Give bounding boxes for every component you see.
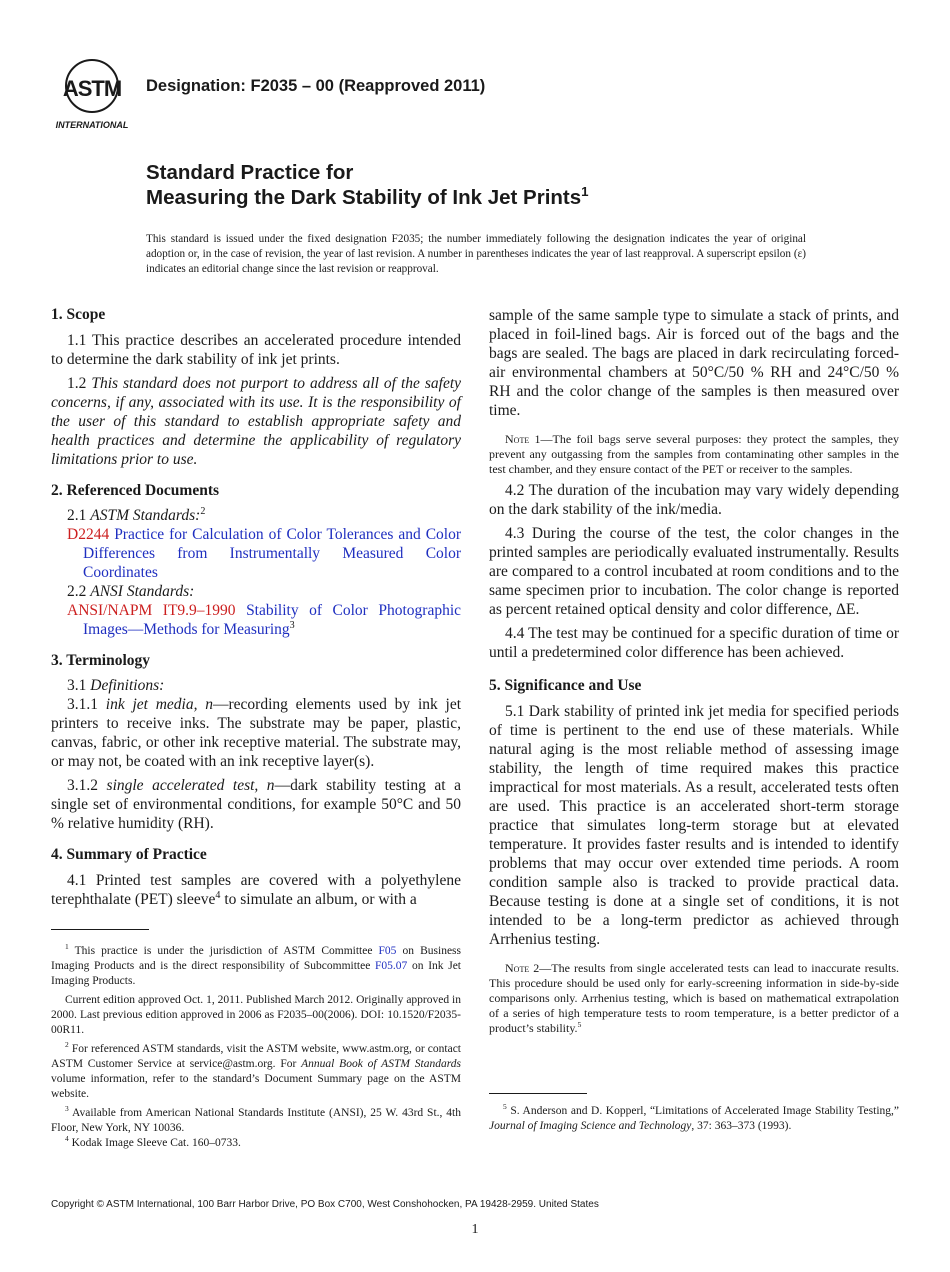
para-2-2: 2.2 ANSI Standards: (67, 583, 195, 600)
copyright: Copyright © ASTM International, 100 Barr Harbor Drive, PO Box C700, West Conshohocken, PA 19428-2959. United States (51, 1199, 599, 1210)
section-1-heading: 1. Scope (51, 306, 106, 323)
right-column (489, 306, 899, 1036)
title-sup: 1 (581, 184, 589, 200)
astm-logo (50, 58, 134, 132)
ref-ansi-code[interactable]: ANSI/NAPM IT9.9–1990 (67, 602, 236, 619)
footnotes-left (51, 944, 461, 1151)
page-title (146, 160, 589, 210)
link-f05[interactable]: F05 (378, 945, 397, 957)
designation: Designation: F2035 – 00 (Reapproved 2011) (146, 77, 486, 95)
section-3-heading: 3. Terminology (51, 652, 151, 669)
para-4-2: 4.2 The duration of the incubation may vary widely depending on the dark stability of the ink/media. (489, 482, 899, 518)
para-4-3: 4.3 During the course of the test, the color changes in the printed samples are periodically evaluated instrumentally. Results are compared to a control incubated at room conditions and to the same specimen prior to incubation. The color change is reported as percent retained optical density and color difference, ΔE. (489, 525, 899, 618)
ref-d2244[interactable] (51, 525, 461, 582)
title-text: Measuring the Dark Stability of Ink Jet Prints (146, 186, 582, 209)
para-5-1: 5.1 Dark stability of printed ink jet media for specified periods of time is pertinent to the end use of these materials. While natural aging is the most reliable method of assessing image stability, the length of time required makes this practice impractical for most materials. As a result, accelerated tests often are used. This practice is an accelerated short-term storage practice that simulates long-term storage but at elevated temperature. It provides faster results and is intended to identify problems that may occur over extended time periods. A room condition sample also is tracked to provide practical data. Because testing is done at a single set of conditions, it is not intended to be a long-term predictor as achieved through Arrhenius testing. (489, 703, 899, 948)
ref-ansi[interactable]: ANSI/NAPM IT9.9–1990 Stability of Color Photographic Images—Methods for Measuring$^3$ (67, 602, 462, 638)
section-2-heading: 2. Referenced Documents (51, 482, 220, 499)
astm-logo-icon (50, 58, 134, 132)
logo-subtext: INTERNATIONAL (55, 120, 129, 130)
para-1-2: 1.2 This standard does not purport to address all of the safety concerns, if any, associated with its use. It is the responsibility of the user of this standard to establish appropriate safety and health practices and determine the applicability of regulatory limitations prior to use. (51, 375, 462, 468)
footnote-5: $^5$ S. Anderson and D. Kopperl, “Limitations of Accelerated Image Stability Testing,” Journal of Imaging Science and Technology, 37: 363–373 (1993). (489, 1102, 900, 1132)
title-line-1: Standard Practice for (146, 161, 354, 184)
footnote-3: $^3$ Available from American National Standards Institute (ANSI), 25 W. 43rd St., 4th Floor, New York, NY 10036. (51, 1104, 461, 1134)
footnote-1: $^1$ This practice is under the jurisdiction of ASTM Committee F05 on Business Imaging Products and is the direct responsibility of Subcommittee F05.07 on Ink Jet Imaging Products. (51, 942, 462, 987)
section-4-heading: 4. Summary of Practice (51, 846, 207, 863)
link-f0507[interactable]: F05.07 (375, 960, 408, 972)
para-3-1-1: 3.1.1 ink jet media, n—recording elements used by ink jet printers to receive inks. The substrate may be paper, plastic, canvas, fabric, or other ink receptive material. The substrate may, or may not, be coated with an ink receptive layer(s). (51, 696, 462, 770)
footnote-4: $^4$ Kodak Image Sleeve Cat. 160–0733. (65, 1134, 241, 1149)
para-1-1: 1.1 This practice describes an accelerated procedure intended to determine the dark stability of ink jet prints. (51, 332, 461, 368)
page-number: 1 (471, 1222, 479, 1237)
preamble: This standard is issued under the fixed designation F2035; the number immediately following the designation indicates the year of original adoption or, in the case of revision, the year of last revision. A number in parentheses indicates the year of last reapproval. A superscript epsilon (ε) indicates an editorial change since the last revision or reapproval. (146, 233, 806, 275)
para-4-1: 4.1 Printed test samples are covered with a polyethylene terephthalate (PET) sleeve$^4$ to simulate an album, or with a (51, 872, 461, 908)
footnote-2: $^2$ For referenced ASTM standards, visit the ASTM website, www.astm.org, or contact ASTM Customer Service at service@astm.org. For Annual Book of ASTM Standards volume information, refer to the standard’s Document Summary page on the ASTM website. (51, 1040, 461, 1100)
note-1: Note 1—The foil bags serve several purposes: they protect the samples, they prevent any outgassing from the samples from contaminating other samples in the test chamber, and they ensure contact of the PET or receiver to the samples. (489, 432, 899, 476)
ref-ansi-title[interactable]: Stability of Color Photographic Images—Methods for Measuring (83, 602, 462, 638)
para-4-4: 4.4 The test may be continued for a specific duration of time or until a predetermined color difference has been achieved. (489, 625, 899, 661)
para-4-1-continued: sample of the same sample type to simulate a stack of prints, and placed in foil-lined bags. Air is forced out of the bags and the bags are sealed. The bags are placed in dark recirculating forced-air environmental chambers at 50°C/50 % RH and 24°C/50 % RH and the color change of the samples is then measured over time. (489, 307, 899, 419)
footnote-rule-right (489, 1093, 587, 1094)
logo-letters: ASTM (62, 76, 122, 101)
para-3-1: 3.1 Definitions: (67, 677, 165, 694)
section-5-heading: 5. Significance and Use (489, 677, 642, 694)
ref-d2244-title[interactable]: Practice for Calculation of Color Tolerances and Color Differences from Instrumentally Measured Color Coordinates (83, 526, 462, 581)
title-line-2 (146, 185, 589, 210)
footnote-rule-left (51, 929, 149, 930)
para-2-1: 2.1 ASTM Standards:$^2$ (67, 505, 206, 524)
footnotes-right (489, 1104, 899, 1134)
note-2: Note 2—The results from single accelerated tests can lead to inaccurate results. This procedure should be used only for early-screening information in side-by-side comparisons only. Arrhenius testing, which is based on mathematical extrapolation of a series of high temperature tests to room temperature, is a better predictor of a product’s stability.$^5$ (489, 961, 899, 1035)
left-column (51, 306, 461, 909)
ref-d2244-code[interactable]: D2244 (67, 526, 110, 543)
para-3-1-2: 3.1.2 single accelerated test, n—dark stability testing at a single set of environmental conditions, for example 50°C and 50 % relative humidity (RH). (51, 777, 462, 832)
footnote-1-edition: Current edition approved Oct. 1, 2011. Published March 2012. Originally approved in 2000. Last previous edition approved in 2006 as F2035–00(2006). DOI: 10.1520/F2035-00R11. (51, 994, 461, 1036)
